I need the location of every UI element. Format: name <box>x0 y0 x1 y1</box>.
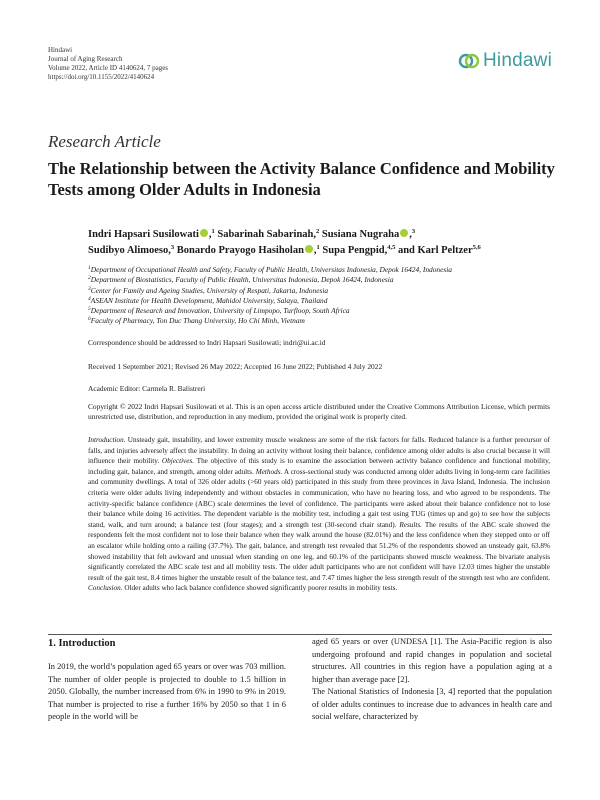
orcid-icon[interactable] <box>200 229 208 237</box>
author-affil-sup: 3 <box>170 244 175 251</box>
author-affil-sup: 1 <box>211 228 215 235</box>
abstract-text: A cross-sectional study was conducted among older adults living in long-term care facilities and community dwellings. A total of 326 older adults (>60 years old) participated in this study from three provinces in Java Island, Indonesia. The inclusion criteria were older adults living independently and without obstacles in communication, who have no hearing loss, and who agreed to be respondents. The activity-specific balance confidence (ABC) scale determines the level of confidence. The participants were asked about their balance confidence not to lose their balance while doing 16 activities. The dependent variable is the mobility test, including a gait test using TUG (times up and go) to see how the subjects stand, walk, and turn around; a balance test (four stages); and a strength test (30-second chair stand). <box>88 467 551 529</box>
doi-link[interactable]: https://doi.org/10.1155/2022/4140624 <box>48 73 155 81</box>
paragraph: The National Statistics of Indonesia [3, 4] reported that the population of older adults continues to increase due to advances in health care and social welfare, characterized by <box>312 687 552 721</box>
paragraph: aged 65 years or over (UNDESA [1]. The Asia-Pacific region is also undergoing profound and rapid changes in population and societal structures. All countries in this region have a population aging at a higher than average pace [2]. <box>312 637 552 684</box>
author-name[interactable]: Sabarinah Sabarinah <box>217 229 314 240</box>
section-divider <box>48 634 552 635</box>
body-column-left: In 2019, the world’s population aged 65 years or over was 703 million. The number of older people is projected to double to 1.5 billion in 2050. Globally, the number increased from 6% in 1990 to 9% in 2019. That number is projected to rise a further 16% by 2050 so that 1 in 6 people in the world will be <box>48 662 286 721</box>
abstract-label-introduction: Introduction. <box>88 436 126 444</box>
affil-text: Department of Research and Innovation, University of Limpopo, Turfloop, South Africa <box>90 306 350 316</box>
affil-text: ASEAN Institute for Health Development, Mahidol University, Salaya, Thailand <box>90 295 328 305</box>
affil-sup: 5 <box>88 306 91 313</box>
correspondence-note: Correspondence should be addressed to Indri Hapsari Susilowati; indri@ui.ac.id <box>88 338 326 347</box>
abstract-label-results: Results. <box>399 520 422 529</box>
author-affil-sup: 2 <box>316 228 320 235</box>
affil-sup: 2 <box>88 275 91 282</box>
affiliation-list <box>88 265 578 327</box>
affil-text: Center for Family and Ageing Studies, University of Respati, Jakarta, Indonesia <box>90 285 329 295</box>
orcid-icon[interactable] <box>305 245 313 253</box>
orcid-icon[interactable] <box>400 229 408 237</box>
abstract-label-methods: Methods. <box>255 467 283 476</box>
author-name[interactable]: Supa Pengpid <box>322 245 385 256</box>
received-dates: Received 1 September 2021; Revised 26 May 2022; Accepted 16 June 2022; Published 4 July 2022 <box>88 362 383 371</box>
copyright-notice: Copyright © 2022 Indri Hapsari Susilowati et al. This is an open access article distributed under the Creative Commons Attribution License, which permits unrestricted use, distribution, and reproduction in any medium, provided the original work is properly cited. <box>88 402 550 422</box>
article-title: The Relationship between the Activity Balance Confidence and Mobility Tests among Older Adults in Indonesia <box>48 159 555 199</box>
affiliation-item <box>88 286 578 296</box>
author-name[interactable]: Sudibyo Alimoeso <box>88 245 169 256</box>
author-name[interactable]: Indri Hapsari Susilowati <box>88 229 199 240</box>
affiliation-item <box>88 296 578 306</box>
author-affil-sup: 5,6 <box>472 244 481 251</box>
affiliation-item <box>88 306 578 316</box>
abstract-text: Unsteady gait, instability, and lower extremity muscle weakness are some of the risk factors for falls. Reduced balance is a further precursor of falls, and injuries adversely affect the instability. In doing an activity without losing their balance, confidence among older adults is also crucial because it will influence their mobility. <box>88 436 550 466</box>
logo-text: Hindawi <box>483 50 552 71</box>
section-heading-introduction: 1. Introduction <box>48 638 116 649</box>
abstract-text: The results of the ABC scale showed the respondents felt the most confident not to lose their balance when they walk around the house (82.01%) and the less confidence when they stepped onto or off an escalator while holding onto a railing (37.7%). The gait, balance, and strength test revealed that 51.2% of the respondents showed an unsteady gait, 63.8% showed instability that felt awkward and unusual when standing on one leg, and 60.1% of the participants showed muscle weakness. The bivariate analysis significantly correlated the ABC scale test and all mobility tests. The older adult participants who are not confident will have 12.03 times higher the unstable result of the gait test, 8.4 times higher the unstable result of the balance test, and 7.47 times higher the less strength result of the strength test who are confident. <box>88 520 550 582</box>
body-column-right <box>312 636 552 724</box>
abstract-text: The objective of this study is to examine the association between activity balance confidence and functional mobility, including gait, balance, and strength, among older adults. <box>88 457 550 476</box>
author-list: Indri Hapsari Susilowati ,$^1$ Sabarinah Sabarinah,$^2$ Susiana Nugraha ,$^3$ Sudibyo Alimoeso,$^3$ Bonardo Prayogo Hasiholan ,$^1$ Supa Pengpid,$^{4,5}$ and Karl Peltzer$^{5,6}$ <box>88 228 481 256</box>
author-affil-sup: 1 <box>316 244 320 251</box>
abstract-label-objectives: Objectives. <box>161 457 195 466</box>
academic-editor: Academic Editor: Carmela R. Balistreri <box>88 384 206 393</box>
hindawi-logo <box>458 50 552 72</box>
hindawi-logo-icon <box>458 50 480 72</box>
abstract-text: Older adults who lack balance confidence showed significantly poorer results in mobility tests. <box>122 584 398 593</box>
author-name[interactable]: Susiana Nugraha <box>321 229 400 240</box>
affil-sup: 3 <box>88 285 91 292</box>
publisher-name: Hindawi <box>48 46 73 54</box>
affil-sup: 6 <box>88 316 91 323</box>
affil-sup: 4 <box>88 295 91 302</box>
abstract-label-conclusion: Conclusion. <box>88 584 123 593</box>
affiliation-item <box>88 265 578 275</box>
affiliation-item <box>88 316 578 326</box>
journal-meta <box>48 46 168 82</box>
journal-name: Journal of Aging Research <box>48 55 123 63</box>
author-name[interactable]: Bonardo Prayogo Hasiholan <box>176 245 304 256</box>
affil-sup: 1 <box>88 265 91 271</box>
affil-text: Department of Biostatistics, Faculty of Public Health, Universitas Indonesia, Depok 16424, Indonesia <box>90 275 394 285</box>
abstract <box>88 435 550 594</box>
author-name[interactable]: Karl Peltzer <box>417 245 473 256</box>
affil-text: Faculty of Pharmacy, Ton Duc Thang University, Ho Chi Minh, Vietnam <box>90 316 305 326</box>
author-affil-sup: 4,5 <box>387 244 396 251</box>
article-type: Research Article <box>48 132 161 151</box>
author-affil-sup: 3 <box>411 228 416 235</box>
volume-info: Volume 2022, Article ID 4140624, 7 pages <box>48 64 169 72</box>
affil-text: Department of Occupational Health and Safety, Faculty of Public Health, Universitas Indonesia, Depok 16424, Indonesia <box>90 265 453 274</box>
affiliation-item <box>88 275 578 285</box>
